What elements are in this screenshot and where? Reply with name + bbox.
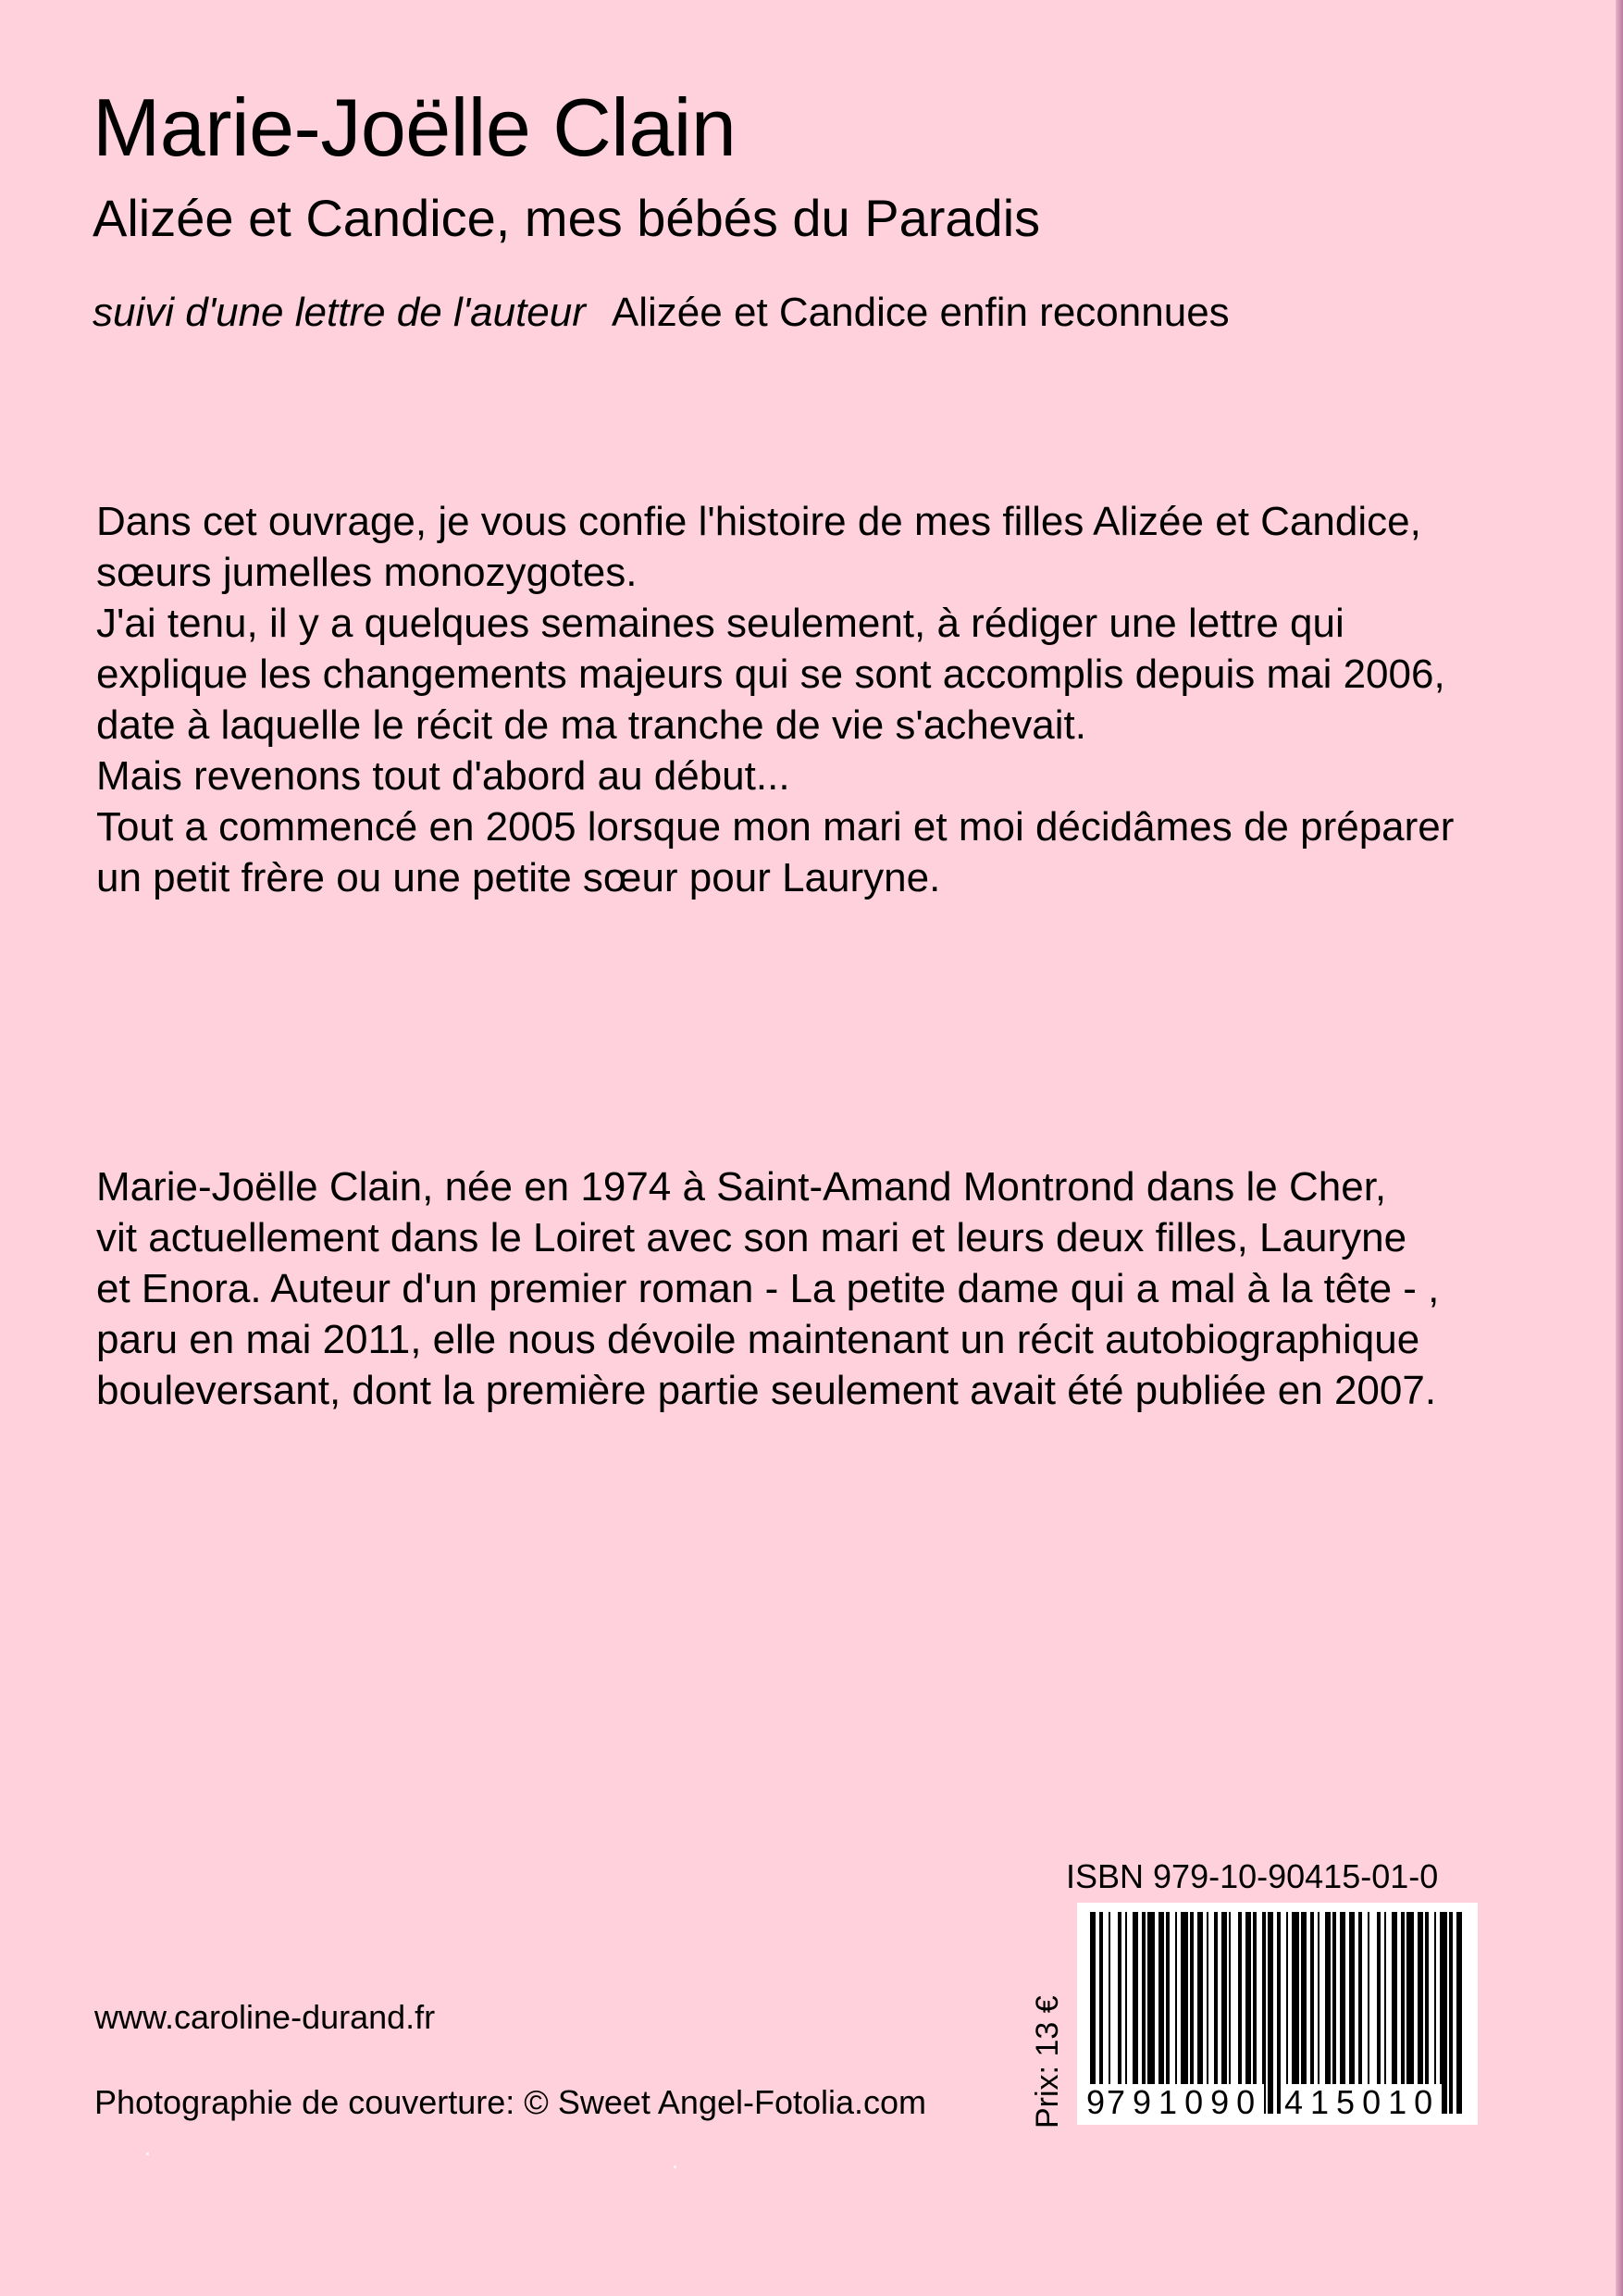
barcode-left-group: 791090 — [1107, 2083, 1263, 2121]
book-subtitle — [93, 287, 1230, 339]
blurb-line: explique les changements majeurs qui se sont accomplis depuis mai 2006, — [96, 652, 1445, 697]
bio-line: et Enora. Auteur d'un premier roman - La petite dame qui a mal à la tête - , — [96, 1266, 1440, 1311]
isbn-label: ISBN 979-10-90415-01-0 — [1066, 1857, 1439, 1895]
barcode — [1077, 1903, 1478, 2125]
bio-line: Marie-Joëlle Clain, née en 1974 à Saint-Amand Montrond dans le Cher, — [96, 1164, 1387, 1210]
speck — [146, 2153, 149, 2155]
price-label: Prix: 13 € — [1030, 1995, 1065, 2128]
blurb-line: J'ai tenu, il y a quelques semaines seulement, à rédiger une lettre qui — [96, 601, 1344, 646]
blurb-line: Tout a commencé en 2005 lorsque mon mari et moi décidâmes de préparer — [96, 804, 1455, 850]
bio-line: bouleversant, dont la première partie seulement avait été publiée en 2007. — [96, 1368, 1437, 1413]
blurb-line: un petit frère ou une petite sœur pour Lauryne. — [96, 855, 941, 900]
blurb-line: Dans cet ouvrage, je vous confie l'histoire de mes filles Alizée et Candice, — [96, 499, 1421, 544]
blurb-line: sœurs jumelles monozygotes. — [96, 550, 638, 595]
barcode-first-digit: 9 — [1086, 2083, 1106, 2121]
barcode-digits — [1077, 2084, 1478, 2121]
blurb-line: date à laquelle le récit de ma tranche de vie s'achevait. — [96, 702, 1086, 748]
subtitle-lead: suivi d'une lettre de l'auteur — [93, 290, 586, 335]
bio-line: paru en mai 2011, elle nous dévoile maintenant un récit autobiographique — [96, 1317, 1420, 1362]
cover-edge — [1616, 0, 1623, 2296]
bio-line: vit actuellement dans le Loiret avec son mari et leurs deux filles, Lauryne — [96, 1215, 1407, 1260]
blurb-line: Mais revenons tout d'abord au début... — [96, 753, 790, 799]
author-bio — [96, 1161, 1614, 1416]
book-title: Alizée et Candice, mes bébés du Paradis — [93, 189, 1041, 247]
blurb-paragraph — [96, 496, 1614, 903]
subtitle-rest: Alizée et Candice enfin reconnues — [611, 290, 1230, 335]
speck — [674, 2166, 676, 2168]
barcode-right-group: 415010 — [1284, 2083, 1441, 2121]
photo-credit: Photographie de couverture: © Sweet Angel-Fotolia.com — [94, 2083, 927, 2121]
publisher-website: www.caroline-durand.fr — [94, 1998, 436, 2036]
author-name: Marie-Joëlle Clain — [93, 81, 737, 173]
